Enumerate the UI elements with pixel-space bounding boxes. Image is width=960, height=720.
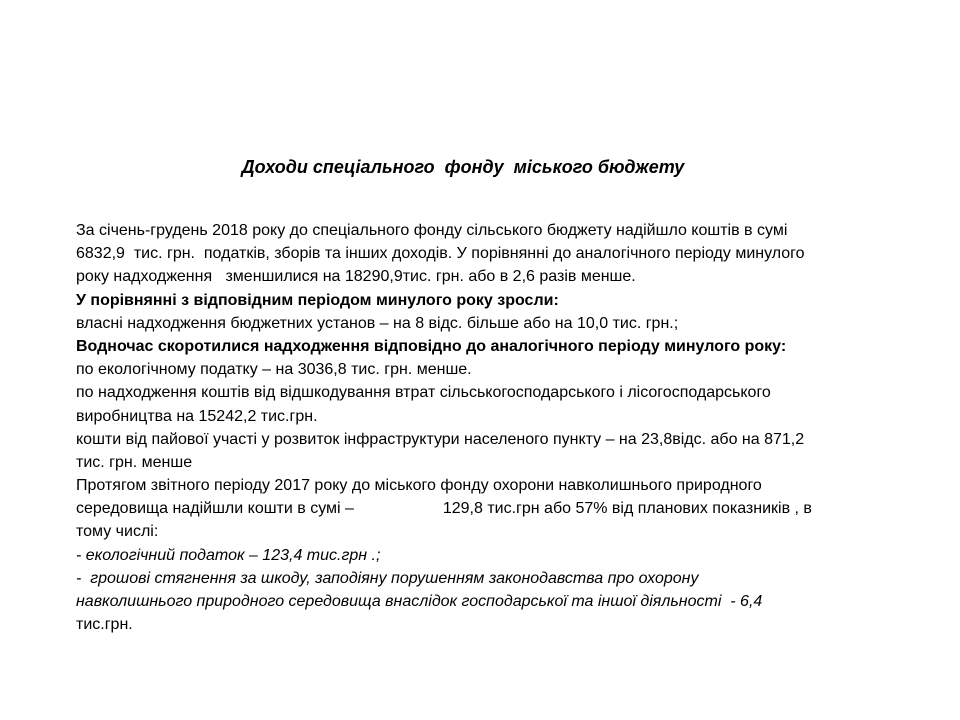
body-line: кошти від пайової участі у розвиток інфраструктури населеного пункту – на 23,8відс. або на 871,2 (76, 430, 805, 448)
body-line: власні надходження бюджетних установ – на 8 відс. більше або на 10,0 тис. грн.; (76, 314, 679, 332)
body-line: За січень-грудень 2018 року до спеціального фонду сільського бюджету надійшло коштів в сумі (76, 222, 788, 239)
body-list-item: - екологічний податок – 123,4 тис.грн .; (76, 546, 381, 564)
slide-body-text (76, 219, 876, 636)
slide-title: Доходи спеціального фонду міського бюджету (241, 157, 685, 177)
body-line: року надходження зменшилися на 18290,9тис. грн. або в 2,6 разів менше. (76, 268, 636, 286)
body-line: по надходження коштів від відшкодування втрат сільськогосподарського і лісогосподарського (76, 384, 771, 402)
body-line: 6832,9 тис. грн. податків, зборів та інших доходів. У порівнянні до аналогічного періоду минулого (76, 245, 805, 263)
body-list-item: навколишнього природного середовища внаслідок господарської та іншої діяльності - 6,4 (76, 593, 763, 610)
body-line: виробництва на 15242,2 тис.грн. (76, 407, 318, 425)
body-line: тому числі: (76, 523, 159, 541)
body-line: Протягом звітного періоду 2017 року до міського фонду охорони навколишнього природного (76, 477, 762, 495)
body-line: тис. грн. менше (76, 453, 193, 471)
body-list-item: - грошові стягнення за шкоду, заподіяну порушенням законодавства про охорону (76, 569, 699, 587)
body-line: по екологічному податку – на 3036,8 тис. грн. менше. (76, 361, 472, 379)
body-line: тис.грн. (76, 616, 133, 634)
body-line: середовища надійшли кошти в сумі – 129,8 тис.грн або 57% від планових показників , в (76, 500, 812, 518)
body-subheading: Водночас скоротилися надходження відповідно до аналогічного періоду минулого року: (76, 337, 787, 355)
body-subheading: У порівнянні з відповідним періодом минулого року зросли: (76, 291, 559, 309)
